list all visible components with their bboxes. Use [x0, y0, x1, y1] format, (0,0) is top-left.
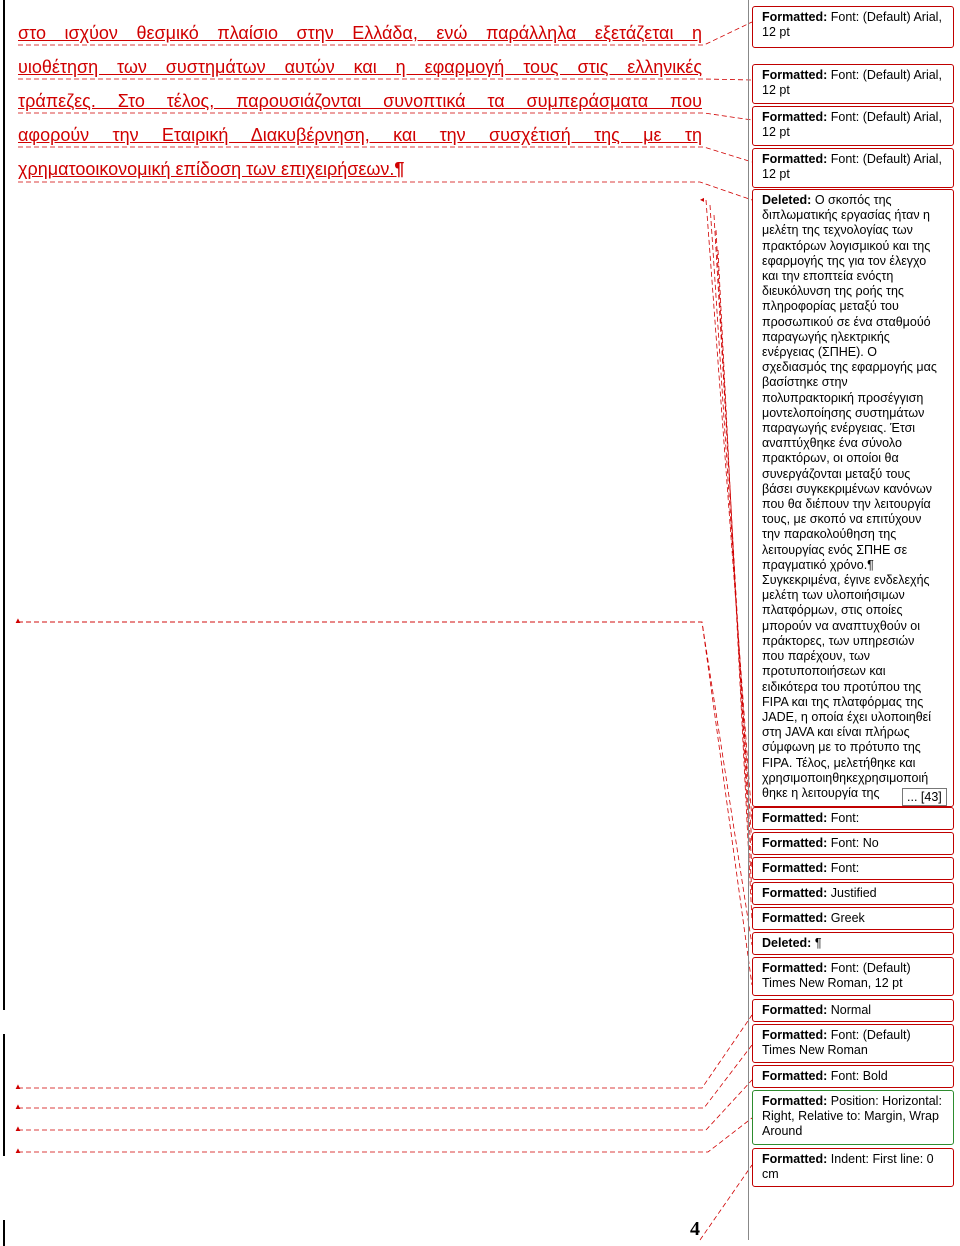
body-line-1: στο ισχύον θεσμικό πλαίσιο στην Ελλάδα, ενώ παράλληλα εξετάζεται η	[18, 23, 702, 43]
revision-balloon[interactable]	[752, 6, 954, 48]
revision-balloon[interactable]	[752, 882, 954, 905]
balloon-text: Normal	[830, 1003, 872, 1017]
balloon-text: Font: (Default) Arial, 12 pt	[762, 110, 942, 140]
balloon-kind: Formatted:	[762, 911, 828, 925]
balloon-text: Font: (Default) Times New Roman, 12 pt	[762, 961, 911, 991]
balloon-text: Font: (Default) Arial, 12 pt	[762, 152, 942, 182]
balloon-text: Font:	[830, 861, 860, 875]
page-number: 4	[690, 1218, 700, 1240]
revision-balloon[interactable]	[752, 1148, 954, 1187]
balloon-text: Position: Horizontal: Right, Relative to: Margin, Wrap Around	[762, 1094, 942, 1139]
change-bar	[748, 0, 749, 1240]
revision-marker: ▲	[14, 616, 22, 625]
revision-balloon[interactable]	[752, 1065, 954, 1088]
revision-balloon[interactable]	[752, 832, 954, 855]
balloon-text: Font: (Default) Arial, 12 pt	[762, 10, 942, 40]
change-bar	[3, 0, 5, 1010]
body-line-5-text: χρηματοοικονομική επίδοση των επιχειρήσεων.	[18, 159, 395, 179]
revision-marker: ◂	[700, 195, 705, 204]
balloon-text: Font:	[830, 811, 860, 825]
balloon-kind: Formatted:	[762, 68, 828, 82]
revision-balloon[interactable]	[752, 106, 954, 146]
balloon-text: ¶	[814, 936, 822, 950]
balloon-kind: Formatted:	[762, 811, 828, 825]
balloon-kind: Deleted:	[762, 193, 812, 207]
change-bar	[3, 1034, 5, 1156]
revision-balloon[interactable]	[752, 1024, 954, 1063]
balloon-text: Justified	[830, 886, 877, 900]
balloon-kind: Formatted:	[762, 1003, 828, 1017]
balloon-kind: Formatted:	[762, 886, 828, 900]
revision-balloon[interactable]	[752, 148, 954, 188]
balloon-text: Font: (Default) Times New Roman	[762, 1028, 911, 1058]
revision-marker: ▲	[14, 1146, 22, 1155]
revision-balloon[interactable]	[752, 932, 954, 955]
pilcrow-mark: ¶	[394, 159, 405, 179]
balloon-kind: Formatted:	[762, 1094, 828, 1108]
revision-balloon[interactable]	[752, 807, 954, 830]
more-revisions-link[interactable]: ... [43]	[902, 788, 947, 806]
body-line-4: αφορούν την Εταιρική Διακυβέρνηση, και την συσχέτισή της με τη	[18, 125, 702, 145]
revision-balloon[interactable]	[752, 857, 954, 880]
revision-marker: ▲	[14, 1082, 22, 1091]
body-line-3: τράπεζες. Στο τέλος, παρουσιάζονται συνοπτικά τα συμπεράσματα που	[18, 91, 702, 111]
balloon-text: Font: No	[830, 836, 879, 850]
balloon-kind: Formatted:	[762, 1152, 828, 1166]
revision-balloon[interactable]	[752, 957, 954, 996]
revision-balloon[interactable]	[752, 1090, 954, 1145]
balloon-text: Font: (Default) Arial, 12 pt	[762, 68, 942, 98]
balloon-kind: Formatted:	[762, 110, 828, 124]
revision-marker: ▲	[14, 1102, 22, 1111]
balloon-text: Greek	[830, 911, 865, 925]
balloon-kind: Formatted:	[762, 836, 828, 850]
revision-marker: ▲	[14, 1124, 22, 1133]
document-body	[18, 16, 702, 186]
revision-balloon-deleted[interactable]	[752, 189, 954, 807]
balloon-text: Ο σκοπός της διπλωματικής εργασίας ήταν η μελέτη της τεχνολογίας των πρακτόρων λογισμικού και της εφαρμογής της για τον έλεγχο και την εποπτεία ενόςτη διευκόλυνση της ροής της πληροφορίας μεταξύ του προσωπικού σε ένα σταθμούό παραγωγής ηλεκτρικής ενέργειας (ΣΠΗΕ). Ο σχεδιασμός της εφαρμογής μας βασίστηκε στην πολυπρακτορική προσέγγιση μοντελοποίησης συστημάτων παραγωγής ενέργειας. Έτσι αναπτύχθηκε ένα σύνολο πρακτόρων, οι οποίοι θα συνεργάζονται μεταξύ τους βάσει συγκεκριμένων κανόνων που θα διέπουν την λειτουργία τους, με σκοπό να επιτύχουν την παρακολούθηση της λειτουργίας ενός ΣΠΗΕ σε πραγματικό χρόνο.¶ Συγκεκριμένα, έγινε ενδελεχής μελέτη των υλοποιήσιμων πλατφόρμων, στις οποίες μπορούν να αναπτυχθούν οι πράκτορες, των υπηρεσιών που παρέχουν, των προτυποποιήσεων και ειδικότερα του προτύπου της FIPA και της πλατφόρμας της JADE, η οποία έχει υλοποιηθεί στη JAVA και είναι πλήρως σύμφωνη με το πρότυπο της FIPA. Τέλος, μελετήθηκε και χρησιμοποιηθηκεχρησιμοποιή θηκε η λειτουργία της	[762, 193, 937, 800]
body-line-2: υιοθέτηση των συστημάτων αυτών και η εφαρμογή τους στις ελληνικές	[18, 57, 702, 77]
balloon-text: Font: Bold	[830, 1069, 888, 1083]
balloon-kind: Formatted:	[762, 1069, 828, 1083]
balloon-text: Indent: First line: 0 cm	[762, 1152, 934, 1182]
change-bar	[3, 1220, 5, 1246]
body-line-5	[18, 152, 702, 186]
balloon-kind: Formatted:	[762, 1028, 828, 1042]
revision-balloon[interactable]	[752, 64, 954, 104]
revision-balloon[interactable]	[752, 907, 954, 930]
balloon-kind: Formatted:	[762, 961, 828, 975]
balloon-kind: Formatted:	[762, 152, 828, 166]
balloon-kind: Formatted:	[762, 10, 828, 24]
balloon-kind: Formatted:	[762, 861, 828, 875]
balloon-kind: Deleted:	[762, 936, 812, 950]
revision-balloon[interactable]	[752, 999, 954, 1022]
